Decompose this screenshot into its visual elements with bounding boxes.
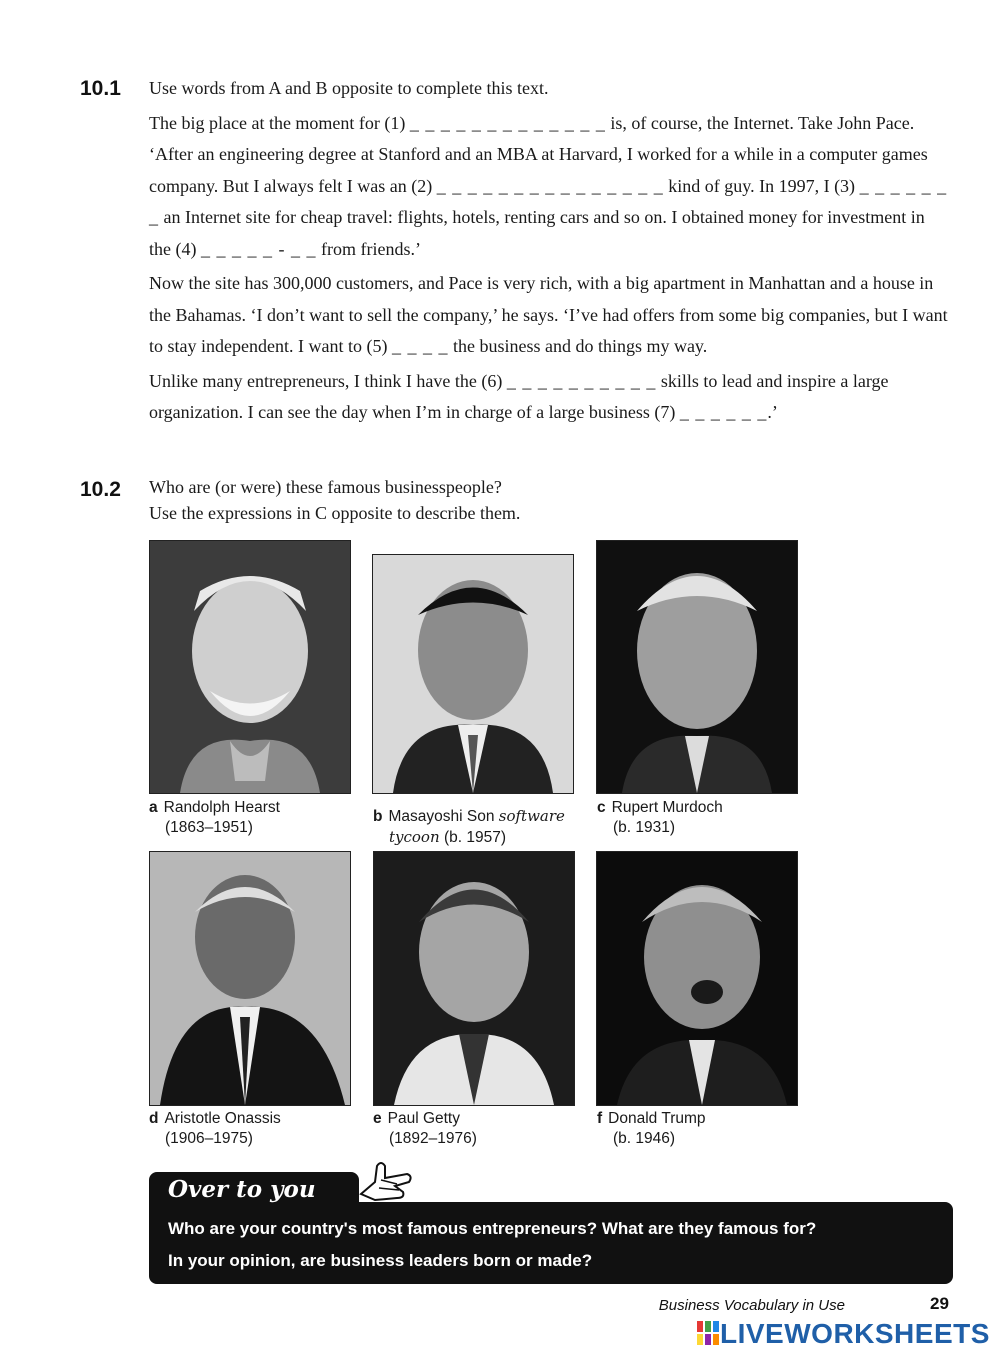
photo-randolph-hearst [149,540,351,794]
photo-donald-trump [596,851,798,1106]
book-title: Business Vocabulary in Use [658,1297,845,1314]
liveworksheets-logo-icon [697,1321,719,1345]
over-to-you-box [149,1172,953,1284]
photo-rupert-murdoch [596,540,798,794]
exercise-number-10-2: 10.2 [80,478,121,501]
blank-2[interactable]: _ _ _ _ _ _ _ _ _ _ _ _ _ _ _ [436,175,664,196]
blank-3[interactable]: _ _ _ _ _ _ _ [149,175,948,227]
blank-7[interactable]: _ _ _ _ _ _ [679,402,768,422]
instruction: Use words from A and B opposite to complete this text. [149,78,549,98]
exercise-number-10-1: 10.1 [80,77,121,100]
instruction-line-2: Use the expressions in C opposite to describe them. [149,503,521,523]
blank-4[interactable]: _ _ _ _ _ - _ _ [200,238,317,259]
photo-paul-getty [373,851,575,1106]
watermark: LIVEWORKSHEETS [720,1318,990,1349]
over-to-you-title: Over to you [168,1176,316,1203]
caption-b: b Masayoshi Son software tycoon (b. 1957) [373,807,565,846]
photo-aristotle-onassis [149,851,351,1106]
exercise-10-1 [149,73,949,432]
pointing-hand-icon [355,1160,415,1208]
question-1: Who are your country's most famous entrepreneurs? What are they famous for? [168,1219,817,1238]
paragraph-2: Now the site has 300,000 customers, and Pace is very rich, with a big apartment in Manhattan and a house in the Bahamas. ‘I don’t want to sell the company,’ he says. ‘I’ve had offers from some big companies, but I want to stay independent. I want to (5) _ _ _ _ the business and do things my way. [149,273,948,356]
caption-d: d Aristotle Onassis (1906–1975) [149,1110,281,1147]
blank-6[interactable]: _ _ _ _ _ _ _ _ _ _ [506,370,657,391]
caption-c: c Rupert Murdoch (b. 1931) [597,799,723,836]
blank-1[interactable]: _ _ _ _ _ _ _ _ _ _ _ _ _ [409,112,606,133]
caption-f: f Donald Trump (b. 1946) [597,1110,706,1147]
paragraph-1: The big place at the moment for (1) _ _ _ _ _ _ _ _ _ _ _ _ _ is, of course, the Internet. Take John Pace. ‘After an engineering degree at Stanford and an MBA at Harvard, I worked for a while in a computer games company. But I always felt I was an (2) _ _ _ _ _ _ _ _ _ _ _ _ _ _ _ kind of guy. In 1997, I (3) _ _ _ _ _ _ _ an Internet site for cheap travel: flights, hotels, renting cars and so on. I obtained money for investment in the (4) _ _ _ _ _ - _ _ from friends.’ [149,112,948,259]
question-2: In your opinion, are business leaders born or made? [168,1251,593,1270]
page-number: 29 [930,1294,949,1313]
caption-a: a Randolph Hearst (1863–1951) [149,799,280,836]
handwritten-answer: software [498,807,565,825]
caption-e: e Paul Getty (1892–1976) [373,1110,477,1147]
exercise-10-2-instructions [149,474,520,526]
blank-5[interactable]: _ _ _ _ [391,336,449,356]
instruction-line-1: Who are (or were) these famous businesspeople? [149,477,502,497]
photo-masayoshi-son [372,554,574,794]
paragraph-3: Unlike many entrepreneurs, I think I have the (6) _ _ _ _ _ _ _ _ _ _ skills to lead and inspire a large organization. I can see the day when I’m in charge of a large business (7) _ _ _ _ _ _.’ [149,370,889,422]
